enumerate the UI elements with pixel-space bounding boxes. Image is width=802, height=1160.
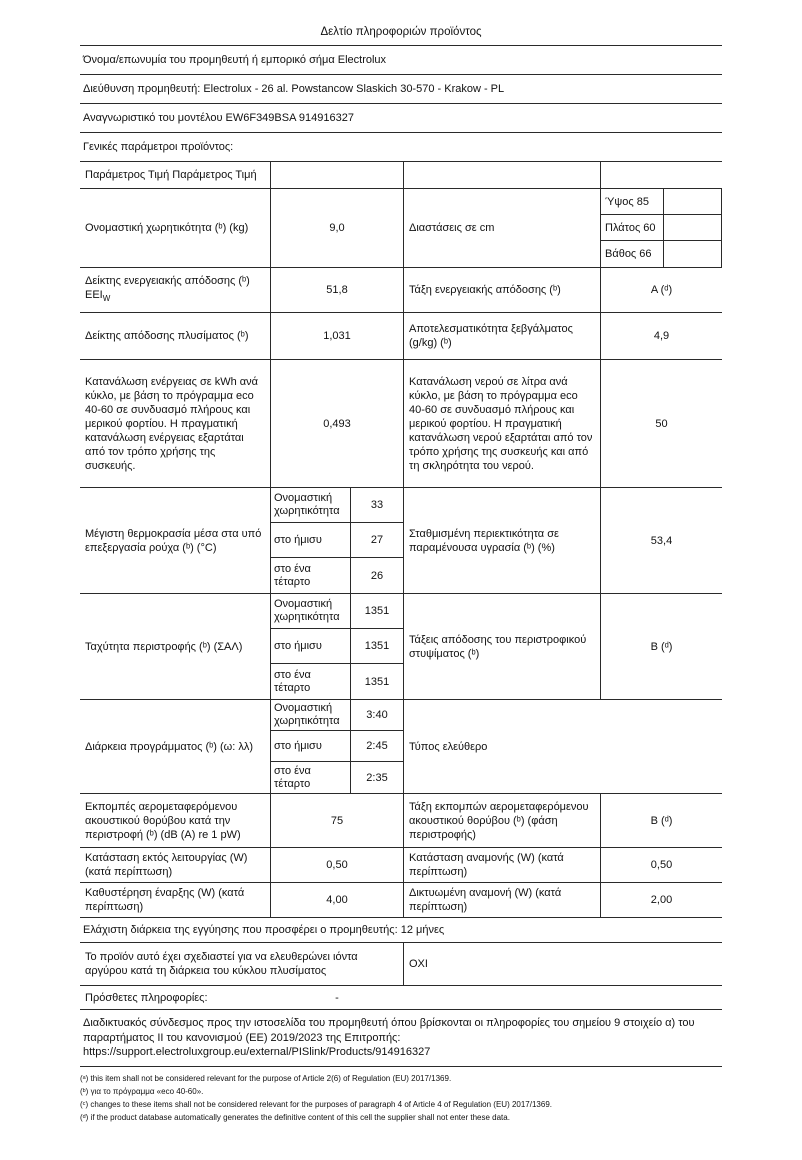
table-header-empty-cell	[270, 162, 404, 188]
standby-label: Κατάσταση αναμονής (W) (κατά περίπτωση)	[409, 852, 564, 878]
supplier-address-row: Διεύθυνση προμηθευτή: Electrolux - 26 al. Powstancow Slaskich 30-570 - Krakow - PL	[80, 75, 722, 104]
warranty-row: Ελάχιστη διάρκεια της εγγύησης που προσφέρει ο προμηθευτής: 12 μήνες	[80, 918, 722, 943]
eei-symbol-base: EEI	[85, 288, 103, 301]
programme-duration-subtable	[270, 700, 404, 793]
energy-index-label	[80, 268, 270, 312]
subtable-row	[271, 523, 403, 558]
washing-index-label: Δείκτης απόδοσης πλυσίματος (ᵇ)	[85, 330, 249, 342]
capacity-row	[80, 189, 722, 268]
additional-info-value: -	[335, 991, 339, 1004]
subtable-row-value: 26	[370, 569, 384, 582]
dimension-height: Ύψος 85	[605, 195, 649, 208]
subtable-row-label: Ονομαστική χωρητικότητα	[271, 700, 351, 730]
subtable-row-label: στο ένα τέταρτο	[271, 558, 351, 593]
table-header-empty-cell	[404, 162, 600, 188]
programme-duration-label: Διάρκεια προγράμματος (ᵇ) (ω: λλ)	[85, 740, 254, 753]
delay-start-row	[80, 883, 722, 918]
page-title: Δελτίο πληροφοριών προϊόντος	[80, 26, 722, 46]
dimensions-subtable	[600, 189, 722, 267]
subtable-row-label: στο ήμισυ	[271, 731, 351, 761]
eei-symbol-sub: W	[102, 294, 111, 304]
noise-row	[80, 794, 722, 848]
networked-standby-label: Δικτυωμένη αναμονή (W) (κατά περίπτωση)	[409, 887, 562, 913]
spin-speed-row	[80, 594, 722, 700]
off-mode-value: 0,50	[270, 848, 404, 882]
dimension-row-height	[601, 189, 721, 215]
subtable-row-value: 1351	[364, 605, 390, 617]
subtable-row-value: 1351	[364, 640, 390, 652]
energy-index-label-text: Δείκτης ενεργειακής απόδοσης (ᵇ)	[85, 274, 250, 287]
off-mode-row	[80, 848, 722, 883]
energy-consumption-row	[80, 360, 722, 488]
subtable-row-label: στο ένα τέταρτο	[271, 762, 351, 793]
dimension-row-width	[601, 215, 721, 241]
standby-value: 0,50	[600, 848, 722, 882]
additional-info-label: Πρόσθετες πληροφορίες:	[85, 991, 208, 1004]
subtable-row-value: 3:40	[366, 709, 388, 721]
max-temperature-row	[80, 488, 722, 594]
subtable-row	[271, 629, 403, 664]
capacity-value: 9,0	[270, 189, 404, 267]
noise-label: Εκπομπές αερομεταφερόμενου ακουστικού θορύβου κατά την περιστροφή (ᵇ) (dB (A) re 1 pW)	[85, 800, 241, 841]
product-information-sheet	[80, 26, 722, 1124]
table-header-empty-cell	[600, 162, 722, 188]
supplier-weblink-text: Διαδικτυακός σύνδεσμος προς την ιστοσελίδα του προμηθευτή όπου βρίσκονται οι πληροφορίες του σημείου 9 στοιχείο α) του παραρτήματος II του κανονισμού (ΕΕ) 2019/2023 της Επιτροπής: https://support.electroluxgroup.eu/external/PISlink/Products/914916327	[80, 1010, 722, 1067]
water-consumption-value: 50	[600, 360, 722, 487]
max-temperature-label: Μέγιστη θερμοκρασία μέσα στα υπό επεξεργασία ρούχα (ᵇ) (°C)	[85, 527, 262, 554]
model-id-row: Αναγνωριστικό του μοντέλου EW6F349BSA 914916327	[80, 104, 722, 133]
dimension-empty-cell	[663, 215, 721, 240]
subtable-row	[271, 558, 403, 593]
type-label: Τύπος ελεύθερο	[409, 740, 488, 753]
subtable-row-value: 27	[370, 534, 384, 546]
residual-moisture-label: Σταθμισμένη περιεκτικότητα σε παραμένουσα υγρασία (ᵇ) (%)	[409, 527, 559, 554]
rinsing-effectiveness-label: Αποτελεσματικότητα ξεβγάλματος (g/kg) (ᵇ)	[409, 323, 573, 349]
energy-consumption-value: 0,493	[270, 360, 404, 487]
footnote-c: (ᶜ) changes to these items shall not be considered relevant for the purposes of paragraph 4 of Article 4 of Regulation (EU) 2017/1369.	[80, 1099, 552, 1109]
footnote-a: (ᵃ) this item shall not be considered relevant for the purpose of Article 2(6) of Regulation (EU) 2017/1369.	[80, 1073, 452, 1083]
dimension-width: Πλάτος 60	[605, 221, 656, 234]
subtable-row-value: 33	[370, 499, 384, 511]
subtable-row-label: στο ήμισυ	[271, 523, 351, 557]
dimension-empty-cell	[663, 241, 721, 267]
table-header-label: Παράμετρος Τιμή Παράμετρος Τιμή	[85, 169, 257, 181]
energy-class-label: Τάξη ενεργειακής απόδοσης (ᵇ)	[409, 284, 561, 296]
programme-duration-row	[80, 700, 722, 794]
silver-ions-row	[80, 943, 722, 986]
subtable-row-value: 1351	[364, 675, 390, 688]
table-header-row	[80, 162, 722, 189]
footnote-b: (ᵇ) για το πρόγραμμα «eco 40-60».	[80, 1086, 204, 1096]
max-temperature-subtable	[270, 488, 404, 593]
subtable-row	[271, 488, 403, 523]
subtable-row-label: στο ένα τέταρτο	[271, 664, 351, 699]
subtable-row	[271, 762, 403, 793]
subtable-row	[271, 594, 403, 629]
subtable-row-value: 2:35	[366, 771, 388, 784]
washing-index-row	[80, 313, 722, 360]
dimension-empty-cell	[663, 189, 721, 214]
residual-moisture-value: 53,4	[600, 488, 722, 593]
dimension-depth: Βάθος 66	[605, 248, 652, 260]
energy-index-symbol	[85, 288, 265, 306]
water-consumption-label: Κατανάλωση νερού σε λίτρα ανά κύκλο, με βάση το πρόγραμμα eco 40-60 σε συνδυασμό πλήρους και μερικού φορτίου. Η πραγματική κατανάλωση νερού εξαρτάται από τον τρόπο χρήσης της συσκευής και από τη σκληρότητα του νερού.	[409, 375, 593, 472]
energy-consumption-label: Κατανάλωση ενέργειας σε kWh ανά κύκλο, με βάση το πρόγραμμα eco 40-60 σε συνδυασμό πλήρους και μερικού φορτίου. Η πραγματική κατανάλωση ενέργειας εξαρτάται από τον τρόπο χρήσης της συσκευής.	[85, 375, 259, 472]
spin-speed-subtable	[270, 594, 404, 699]
general-params-row: Γενικές παράμετροι προϊόντος:	[80, 133, 722, 162]
spin-class-value: B (ᵈ)	[600, 594, 722, 699]
noise-value: 75	[270, 794, 404, 847]
delay-start-value: 4,00	[270, 883, 404, 917]
subtable-row	[271, 700, 403, 731]
noise-class-value: B (ᵈ)	[600, 794, 722, 847]
dimension-row-depth	[601, 241, 721, 267]
additional-info-row	[80, 986, 722, 1010]
spin-class-label: Τάξεις απόδοσης του περιστροφικού στυψίματος (ᵇ)	[409, 633, 587, 660]
subtable-row-value: 2:45	[366, 740, 388, 752]
networked-standby-value: 2,00	[600, 883, 722, 917]
silver-ions-label: Το προϊόν αυτό έχει σχεδιαστεί για να ελευθερώνει ιόντα αργύρου κατά τη διάρκεια του κύκλου πλυσίματος	[80, 943, 404, 985]
subtable-row	[271, 731, 403, 762]
subtable-row-label: στο ήμισυ	[271, 629, 351, 663]
washing-index-value: 1,031	[270, 313, 404, 359]
silver-ions-value: ΟΧΙ	[409, 958, 428, 970]
rinsing-effectiveness-value: 4,9	[600, 313, 722, 359]
subtable-row-label: Ονομαστική χωρητικότητα	[271, 594, 351, 628]
spin-speed-label: Ταχύτητα περιστροφής (ᵇ) (ΣΑΛ)	[85, 640, 243, 653]
off-mode-label: Κατάσταση εκτός λειτουργίας (W) (κατά περίπτωση)	[85, 852, 248, 878]
energy-index-value: 51,8	[270, 268, 404, 312]
footnotes	[80, 1072, 722, 1124]
supplier-name-row: Όνομα/επωνυμία του προμηθευτή ή εμπορικό σήμα Electrolux	[80, 46, 722, 75]
energy-index-row	[80, 268, 722, 313]
delay-start-label: Καθυστέρηση έναρξης (W) (κατά περίπτωση)	[85, 887, 245, 913]
noise-class-label: Τάξη εκπομπών αερομεταφερόμενου ακουστικού θορύβου (ᵇ) (φάση περιστροφής)	[409, 800, 589, 841]
capacity-label: Ονομαστική χωρητικότητα (ᵇ) (kg)	[85, 222, 249, 234]
dimensions-label: Διαστάσεις σε cm	[409, 222, 495, 234]
footnote-d: (ᵈ) if the product database automatically generates the definitive content of this cell the supplier shall not enter these data.	[80, 1112, 510, 1122]
energy-class-value: A (ᵈ)	[600, 268, 722, 312]
subtable-row-label: Ονομαστική χωρητικότητα	[271, 488, 351, 522]
subtable-row	[271, 664, 403, 699]
